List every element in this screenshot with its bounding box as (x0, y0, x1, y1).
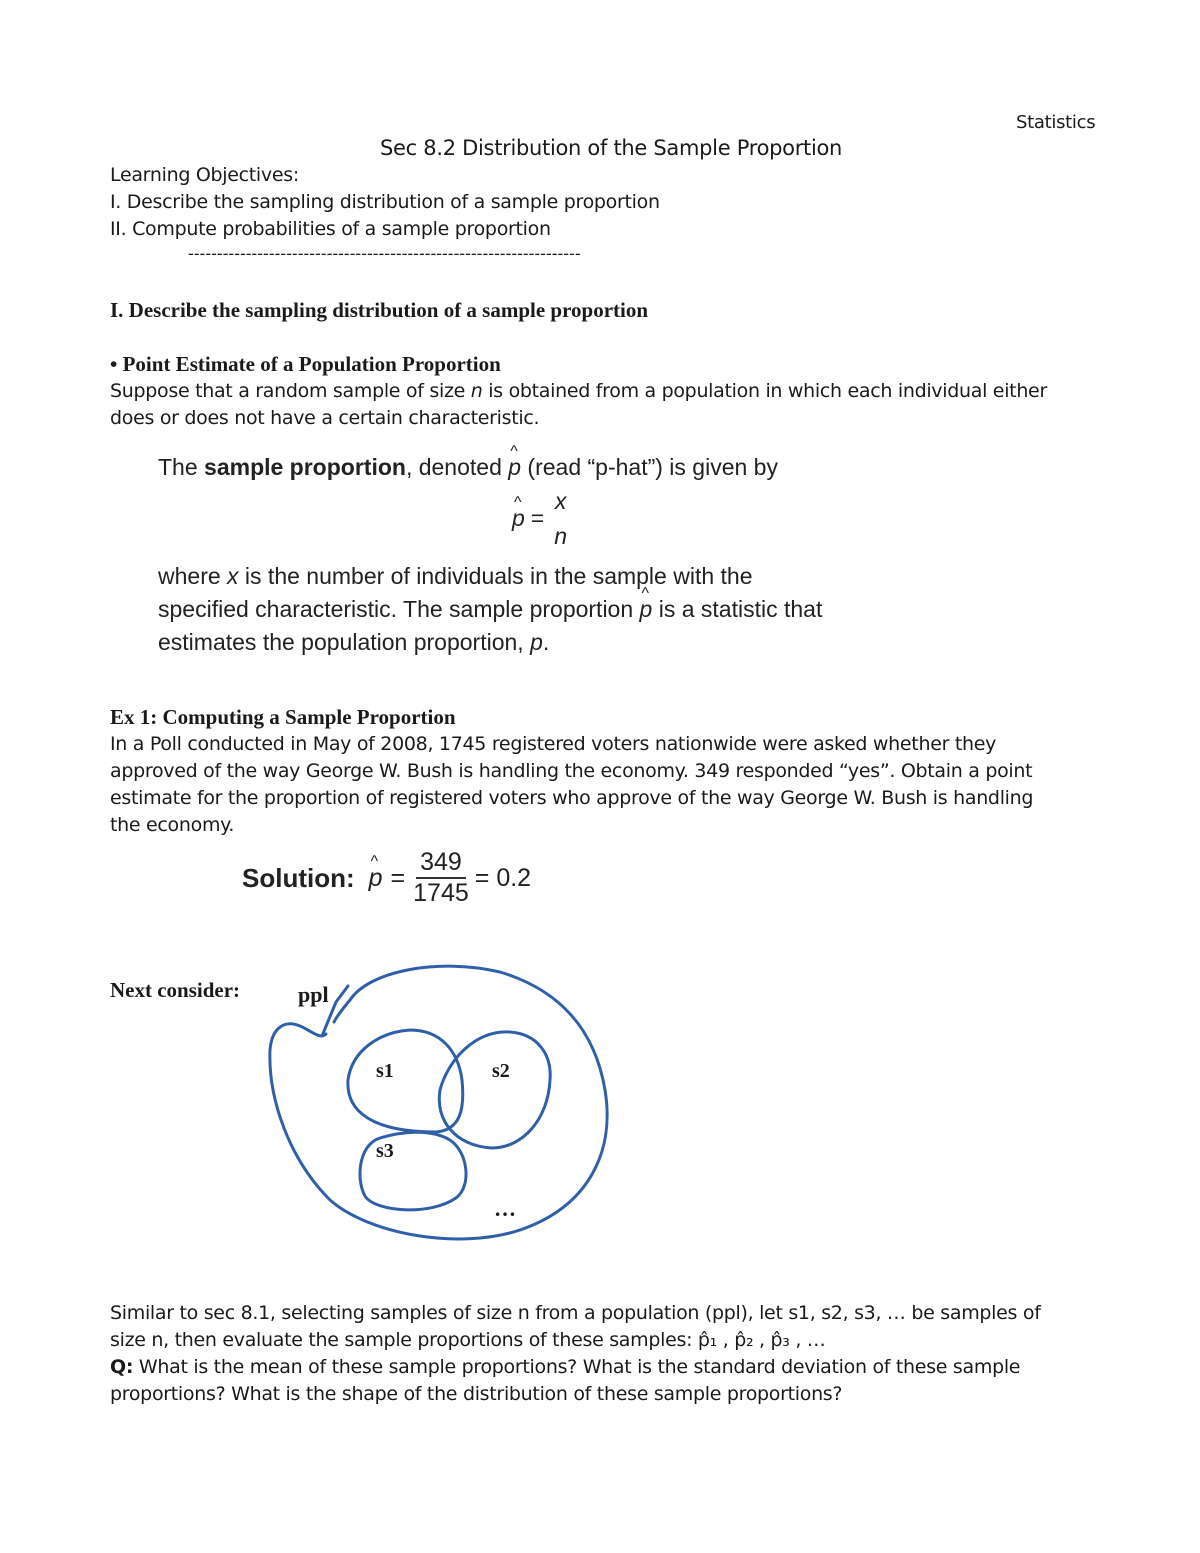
formula-denominator: n (554, 522, 568, 549)
subject-label: Statistics (1016, 112, 1096, 133)
definition-line: The sample proportion, denoted ^ p (read “p-hat”) is given by (158, 454, 778, 481)
formula-numerator: x (554, 488, 567, 514)
question-label: Q: (110, 1356, 134, 1378)
sample-circle-s1 (348, 1030, 463, 1132)
s2-label: s2 (492, 1060, 510, 1082)
solution-numerator: 349 (416, 848, 466, 879)
example-heading: Ex 1: Computing a Sample Proportion (110, 705, 456, 729)
s3-label: s3 (376, 1140, 394, 1162)
page-title: Sec 8.2 Distribution of the Sample Proportion (380, 136, 843, 160)
bullet-heading: • Point Estimate of a Population Proportion (110, 352, 501, 376)
objectives-heading: Learning Objectives: (110, 164, 299, 186)
intro-paragraph-line: does or does not have a certain characteristic. (110, 407, 540, 429)
question-line: Q: What is the mean of these sample proportions? What is the standard deviation of these sample (110, 1356, 1021, 1378)
example-line: In a Poll conducted in May of 2008, 1745 registered voters nationwide were asked whether they (110, 733, 997, 755)
example-line: estimate for the proportion of registered voters who approve of the way George W. Bush is handling (110, 787, 1034, 809)
objective-item: II. Compute probabilities of a sample proportion (110, 218, 551, 240)
closing-line: size n, then evaluate the sample proportions of these samples: p̂₁ , p̂₂ , p̂₃ , … (110, 1329, 826, 1351)
s1-label: s1 (376, 1060, 394, 1082)
question-line: proportions? What is the shape of the distribution of these sample proportions? (110, 1383, 843, 1405)
objective-item: I. Describe the sampling distribution of a sample proportion (110, 191, 660, 213)
more-samples-label: … (494, 1196, 516, 1221)
ppl-label: ppl (298, 982, 329, 1007)
solution-result: = 0.2 (474, 863, 532, 892)
example-line: the economy. (110, 814, 235, 836)
solution-formula: Solution: ^ p = $\frac{349}{1745}$ = 0.2 (242, 848, 531, 908)
definition-formula: ^ p = x n (512, 484, 567, 553)
section-heading: I. Describe the sampling distribution of a sample proportion (110, 298, 649, 322)
definition-line: specified characteristic. The sample proportion ^ p is a statistic that (158, 596, 822, 623)
next-consider-label: Next consider: (110, 978, 241, 1002)
solution-denominator: 1745 (413, 879, 469, 907)
p-hat-symbol: ^ p (508, 454, 521, 481)
closing-line: Similar to sec 8.1, selecting samples of size n from a population (ppl), let s1, s2, s3, … be samples of (110, 1302, 1041, 1324)
var-n: n (470, 380, 483, 402)
sample-circle-s2 (439, 1032, 550, 1148)
intro-paragraph-line: Suppose that a random sample of size n is obtained from a population in which each individual either (110, 380, 1047, 402)
definition-line: estimates the population proportion, p. (158, 629, 550, 655)
divider: -------------------------------------------------------------------- (188, 244, 581, 263)
definition-line: where x is the number of individuals in the sample with the (158, 563, 753, 589)
solution-label: Solution: (242, 862, 355, 893)
example-line: approved of the way George W. Bush is handling the economy. 349 responded “yes”. Obtain a point (110, 760, 1033, 782)
